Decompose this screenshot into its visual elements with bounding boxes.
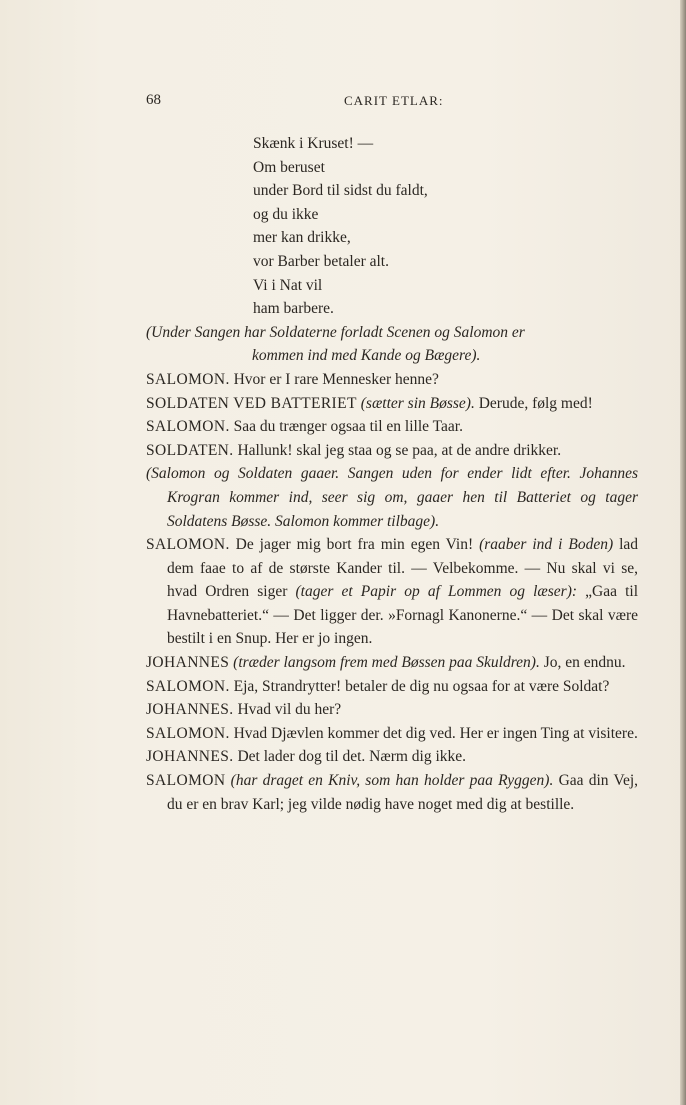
page-number: 68 xyxy=(146,92,161,108)
speaker-name: SALOMON. xyxy=(146,536,230,554)
stage-direction-line: kommen ind med Kande og Bægere). xyxy=(252,347,481,365)
speech-text: Derude, følg med! xyxy=(478,394,593,412)
speech-text: Hvad vil du her? xyxy=(237,701,342,719)
speech-text: Hvad Djævlen kommer det dig ved. Her er ingen Ting at visitere. xyxy=(233,724,638,742)
running-head: CARIT ETLAR: xyxy=(344,93,444,108)
stage-direction-inline: (har draget en Kniv, som han holder paa Ryggen). xyxy=(230,772,554,790)
speech-text: Jo, en endnu. xyxy=(543,654,626,672)
dialogue-line xyxy=(146,439,638,463)
dialogue-line xyxy=(146,392,638,416)
speech-text: „Gaa til Havnebatteriet.“ — Det ligger der. »Fornagl Kanonerne.“ — Det skal være bestilt i en Snup. Her er jo ingen. xyxy=(167,583,639,648)
verse-line: og du ikke xyxy=(253,205,319,223)
verse-line: Om beruset xyxy=(253,158,325,176)
speaker-name: SALOMON. xyxy=(146,677,230,695)
page-edge xyxy=(680,0,686,1105)
verse-line: vor Barber betaler alt. xyxy=(253,252,389,270)
dialogue-line xyxy=(146,722,638,746)
stage-direction-line: (Under Sangen har Soldaterne forladt Scenen og Salomon er xyxy=(146,323,525,341)
speech-text: Hallunk! skal jeg staa og se paa, at de andre drikker. xyxy=(237,441,562,459)
dialogue-line xyxy=(146,368,638,392)
speaker-name: SALOMON xyxy=(146,772,226,790)
dialogue-line xyxy=(146,533,638,651)
speech-text: Eja, Strandrytter! betaler de dig nu ogsaa for at være Soldat? xyxy=(233,677,610,695)
dialogue-line xyxy=(146,698,638,722)
page-header xyxy=(146,92,646,112)
verse-line: mer kan drikke, xyxy=(253,229,351,247)
speaker-name: SALOMON. xyxy=(146,724,230,742)
dialogue-line xyxy=(146,651,638,675)
stage-direction-inline: (tager et Papir op af Lommen og læser): xyxy=(295,583,578,601)
speaker-name: SOLDATEN. xyxy=(146,441,234,459)
dialogue-line xyxy=(146,769,638,816)
speaker-name: SOLDATEN VED BATTERIET xyxy=(146,394,357,412)
speech-text: Det lader dog til det. Nærm dig ikke. xyxy=(237,748,467,766)
dialogue-line xyxy=(146,415,638,439)
stage-direction: (Salomon og Soldaten gaaer. Sangen uden for ender lidt efter. Johannes Krogran kommer ind, seer sig om, gaaer hen til Batteriet og tager Soldatens Bøsse. Salomon kommer tilbage). xyxy=(146,465,638,530)
stage-direction-inline: (sætter sin Bøsse). xyxy=(360,394,475,412)
verse-line: Vi i Nat vil xyxy=(253,276,323,294)
verse-line: under Bord til sidst du faldt, xyxy=(253,182,428,200)
speech-text: Gaa din Vej, du er en brav Karl; jeg vilde nødig have noget med dig at bestille. xyxy=(167,772,639,813)
stage-direction xyxy=(146,321,638,368)
stage-direction-inline: (træder langsom frem med Bøssen paa Skuldren). xyxy=(233,654,540,672)
dialogue-line xyxy=(146,675,638,699)
speaker-name: JOHANNES. xyxy=(146,748,234,766)
verse-line: ham barbere. xyxy=(253,300,334,318)
speech-text: Hvor er I rare Mennesker henne? xyxy=(233,370,439,388)
speech-text: De jager mig bort fra min egen Vin! xyxy=(235,536,474,554)
speaker-name: JOHANNES xyxy=(146,654,230,672)
song-verse xyxy=(253,132,638,321)
dialogue-line xyxy=(146,745,638,769)
verse-line: Skænk i Kruset! — xyxy=(253,135,374,152)
speech-text: Saa du trænger ogsaa til en lille Taar. xyxy=(233,418,463,436)
speech-text: lad dem faae to af de største Kander til. — Velbekomme. — Nu skal vi se, hvad Ordren siger xyxy=(167,536,638,601)
stage-direction-inline: (raaber ind i Boden) xyxy=(479,536,614,554)
speaker-name: SALOMON. xyxy=(146,370,230,388)
speaker-name: SALOMON. xyxy=(146,418,230,436)
speaker-name: JOHANNES. xyxy=(146,701,234,719)
page-body xyxy=(146,132,638,816)
